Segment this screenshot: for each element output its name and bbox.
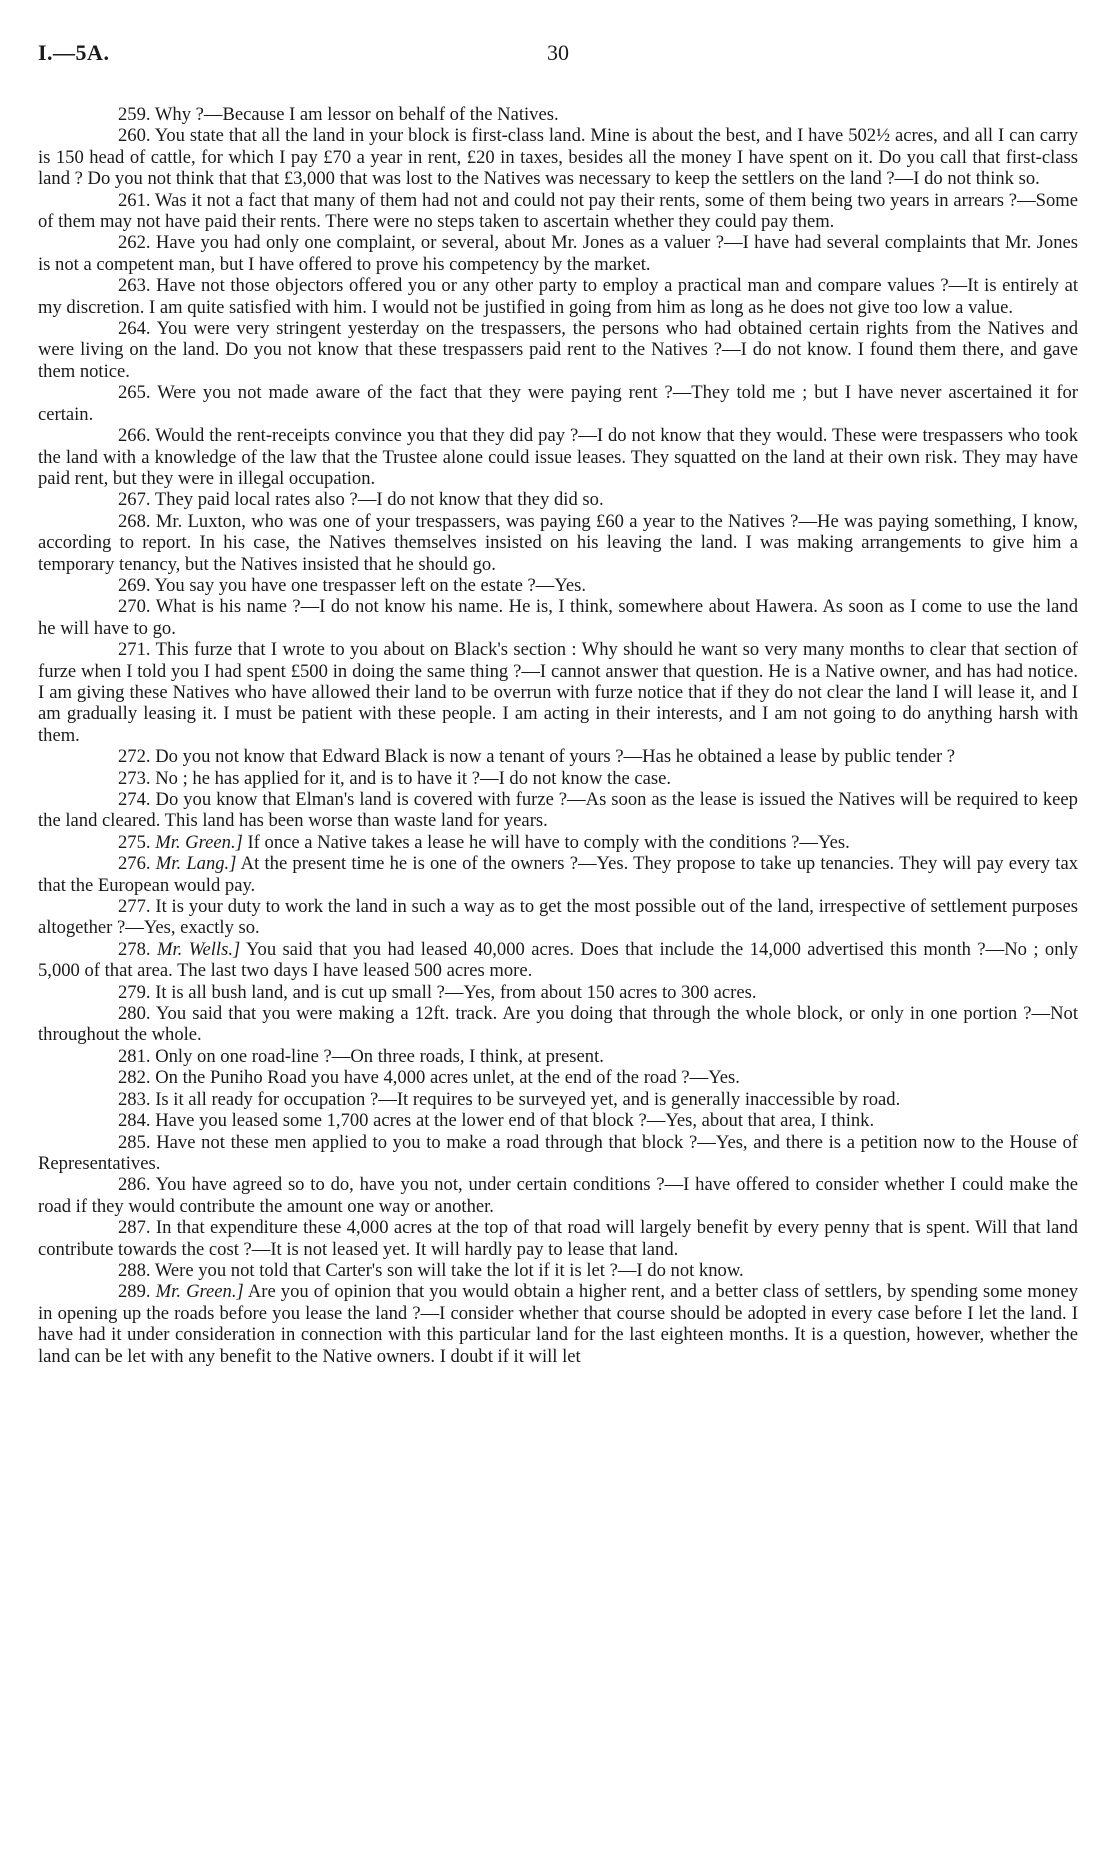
question-paragraph <box>38 1174 1078 1217</box>
question-number: 263. <box>118 275 151 297</box>
question-number: 277. <box>118 896 151 918</box>
page-number: 30 <box>547 40 569 65</box>
question-paragraph <box>38 853 1078 896</box>
page-header <box>38 40 1078 80</box>
question-number: 266. <box>118 425 151 447</box>
question-paragraph <box>38 232 1078 275</box>
speaker-name: Mr. Lang.] <box>155 853 237 875</box>
question-number: 262. <box>118 232 151 254</box>
question-text: Do you not know that Edward Black is now a tenant of yours ?—Has he obtained a lease by public tender ? <box>155 746 956 768</box>
question-text: You state that all the land in your block is first-class land. Mine is about the best, and I have 502½ acres, and all I can carry is 150 head of cattle, for which I pay £70 a year in rent, £20 in taxes, besides all the money I have spent on it. Do you call that first-class land ? Do you not think that that £3,000 that was lost to the Natives was necessary to keep the settlers on the land ?—I do not think so. <box>38 125 1078 190</box>
question-paragraph <box>38 104 1078 125</box>
question-number: 268. <box>118 510 151 532</box>
question-text: No ; he has applied for it, and is to have it ?—I do not know the case. <box>155 767 672 789</box>
question-text: Only on one road-line ?—On three roads, I think, at present. <box>155 1045 604 1067</box>
question-text: Why ?—Because I am lessor on behalf of the Natives. <box>154 104 559 125</box>
question-text: On the Puniho Road you have 4,000 acres unlet, at the end of the road ?—Yes. <box>155 1067 740 1089</box>
question-text: Mr. Luxton, who was one of your trespassers, was paying £60 a year to the Natives ?—He was paying something, I know, according to report. In his case, the Natives themselves insisted on his leaving the land. I was making arrangements to give him a temporary tenancy, but the Natives insisted that he should go. <box>38 510 1078 575</box>
question-text: You said that you had leased 40,000 acres. Does that include the 14,000 advertised this month ?—No ; only 5,000 of that area. The last two days I have leased 500 acres more. <box>38 938 1078 982</box>
question-paragraph <box>38 1089 1078 1110</box>
question-text: Would the rent-receipts convince you that they did pay ?—I do not know that they would. These were trespassers who took the land with a knowledge of the law that the Trustee alone could issue leases. They squatted on the land at their own risk. They may have paid rent, but they were in illegal occupation. <box>38 425 1078 489</box>
question-text: You say you have one trespasser left on the estate ?—Yes. <box>154 574 587 596</box>
question-number: 267. <box>118 489 151 511</box>
question-paragraph <box>38 896 1078 939</box>
question-number: 281. <box>118 1045 151 1067</box>
question-paragraph <box>38 639 1078 746</box>
question-number: 275. <box>118 831 151 853</box>
question-paragraph <box>38 1067 1078 1088</box>
question-number: 260. <box>118 125 151 147</box>
question-paragraph <box>38 1003 1078 1046</box>
question-text: It is all bush land, and is cut up small ?—Yes, from about 150 acres to 300 acres. <box>155 981 757 1003</box>
question-text: Do you know that Elman's land is covered with furze ?—As soon as the lease is issued the Natives will be required to keep the land cleared. This land has been worse than waste land for years. <box>38 789 1078 832</box>
question-number: 269. <box>118 574 151 596</box>
question-paragraph <box>38 382 1078 425</box>
question-paragraph <box>38 746 1078 767</box>
question-paragraph <box>38 575 1078 596</box>
document-reference: I.—5A. <box>38 40 110 65</box>
question-number: 284. <box>118 1110 151 1132</box>
question-text: You said that you were making a 12ft. track. Are you doing that through the whole block, or only in one portion ?—Not throughout the whole. <box>38 1003 1078 1046</box>
question-number: 278. <box>118 938 151 960</box>
question-paragraph <box>38 1110 1078 1131</box>
question-number: 259. <box>118 104 151 125</box>
question-number: 289. <box>118 1281 151 1303</box>
question-number: 270. <box>118 596 151 618</box>
question-text: If once a Native takes a lease he will have to comply with the conditions ?—Yes. <box>247 831 850 853</box>
question-text: You were very stringent yesterday on the trespassers, the persons who had obtained certain rights from the Natives and were living on the land. Do you not know that these trespassers paid rent to the Natives ?—I do not know. I found them there, and gave them notice. <box>38 318 1078 382</box>
question-paragraph <box>38 425 1078 489</box>
question-number: 288. <box>118 1259 151 1281</box>
question-paragraph <box>38 1260 1078 1281</box>
question-text: Are you of opinion that you would obtain a higher rent, and a better class of settlers, by spending some money in opening up the roads before you lease the land ?—I consider whether that course should be adopted in every case before I let the land. I have had it under consideration in connection with this particular land for the last eighteen months. It is a question, however, whether the land can be let with any benefit to the Native owners. I doubt if it will let <box>38 1281 1078 1367</box>
question-text: Were you not told that Carter's son will take the lot if it is let ?—I do not know. <box>154 1259 744 1281</box>
question-number: 287. <box>118 1217 151 1239</box>
question-text: Was it not a fact that many of them had not and could not pay their rents, some of them being two years in arrears ?—Some of them may not have paid their rents. There were no steps taken to ascertain whether they could pay them. <box>38 189 1079 233</box>
testimony-body <box>38 104 1078 1367</box>
question-text: This furze that I wrote to you about on Black's section : Why should he want so very many months to clear that section of furze when I told you I had spent £500 in doing the same thing ?—I cannot answer that question. He is a Native owner, and has had notice. I am giving these Natives who have allowed their land to be overrun with furze notice that if they do not clear the land I will lease it, and I am gradually leasing it. I must be patient with these people. I am acting in their interests, and I am not going to do anything harsh with them. <box>38 639 1079 746</box>
question-text: Is it all ready for occupation ?—It requires to be surveyed yet, and is generally inaccessible by road. <box>155 1088 901 1110</box>
question-paragraph <box>38 1281 1078 1367</box>
speaker-name: Mr. Green.] <box>155 831 243 853</box>
question-text: At the present time he is one of the owners ?—Yes. They propose to take up tenancies. They will pay every tax that the European would pay. <box>38 853 1079 896</box>
question-paragraph <box>38 1217 1078 1260</box>
question-paragraph <box>38 275 1078 318</box>
question-paragraph <box>38 125 1078 189</box>
question-number: 265. <box>118 382 151 404</box>
question-text: What is his name ?—I do not know his name. He is, I think, somewhere about Hawera. As soon as I come to use the land he will have to go. <box>38 596 1078 639</box>
question-paragraph <box>38 1046 1078 1067</box>
question-text: Were you not made aware of the fact that they were paying rent ?—They told me ; but I have never ascertained it for certain. <box>38 382 1078 425</box>
question-text: Have you had only one complaint, or several, about Mr. Jones as a valuer ?—I have had several complaints that Mr. Jones is not a competent man, but I have offered to prove his competency by the market. <box>38 232 1078 275</box>
question-paragraph <box>38 489 1078 510</box>
question-paragraph <box>38 982 1078 1003</box>
question-number: 261. <box>118 189 151 211</box>
question-number: 282. <box>118 1067 151 1089</box>
question-number: 286. <box>118 1174 151 1196</box>
question-text: You have agreed so to do, have you not, under certain conditions ?—I have offered to consider whether I could make the road if they would contribute the amount one way or another. <box>38 1174 1078 1217</box>
question-number: 279. <box>118 981 151 1003</box>
question-number: 264. <box>118 318 151 340</box>
speaker-name: Mr. Green.] <box>155 1281 244 1303</box>
question-text: It is your duty to work the land in such a way as to get the most possible out of the land, irrespective of settlement purposes altogether ?—Yes, exactly so. <box>38 896 1078 939</box>
question-paragraph <box>38 832 1078 853</box>
question-paragraph <box>38 939 1078 982</box>
question-text: Have you leased some 1,700 acres at the lower end of that block ?—Yes, about that area, I think. <box>155 1110 875 1132</box>
question-paragraph <box>38 789 1078 832</box>
question-text: In that expenditure these 4,000 acres at the top of that road will largely benefit by every penny that is spent. Will that land contribute towards the cost ?—It is not leased yet. It will hardly pay to lease that land. <box>38 1217 1078 1260</box>
question-number: 285. <box>118 1131 151 1153</box>
question-number: 276. <box>118 853 151 875</box>
question-number: 280. <box>118 1003 151 1025</box>
question-paragraph <box>38 511 1078 575</box>
question-text: They paid local rates also ?—I do not know that they did so. <box>154 489 604 511</box>
question-paragraph <box>38 190 1078 233</box>
question-paragraph <box>38 768 1078 789</box>
question-paragraph <box>38 1132 1078 1175</box>
question-paragraph <box>38 318 1078 382</box>
speaker-name: Mr. Wells.] <box>156 938 241 960</box>
question-paragraph <box>38 596 1078 639</box>
question-number: 274. <box>118 789 151 810</box>
question-number: 283. <box>118 1088 151 1110</box>
question-number: 272. <box>118 746 151 768</box>
question-number: 273. <box>118 767 151 789</box>
question-text: Have not these men applied to you to make a road through that block ?—Yes, and there is a petition now to the House of Representatives. <box>38 1131 1078 1174</box>
question-number: 271. <box>118 639 151 661</box>
question-text: Have not those objectors offered you or any other party to employ a practical man and compare values ?—It is entirely at my discretion. I am quite satisfied with him. I would not be justified in going from him as long as he does not give too low a value. <box>38 275 1078 318</box>
